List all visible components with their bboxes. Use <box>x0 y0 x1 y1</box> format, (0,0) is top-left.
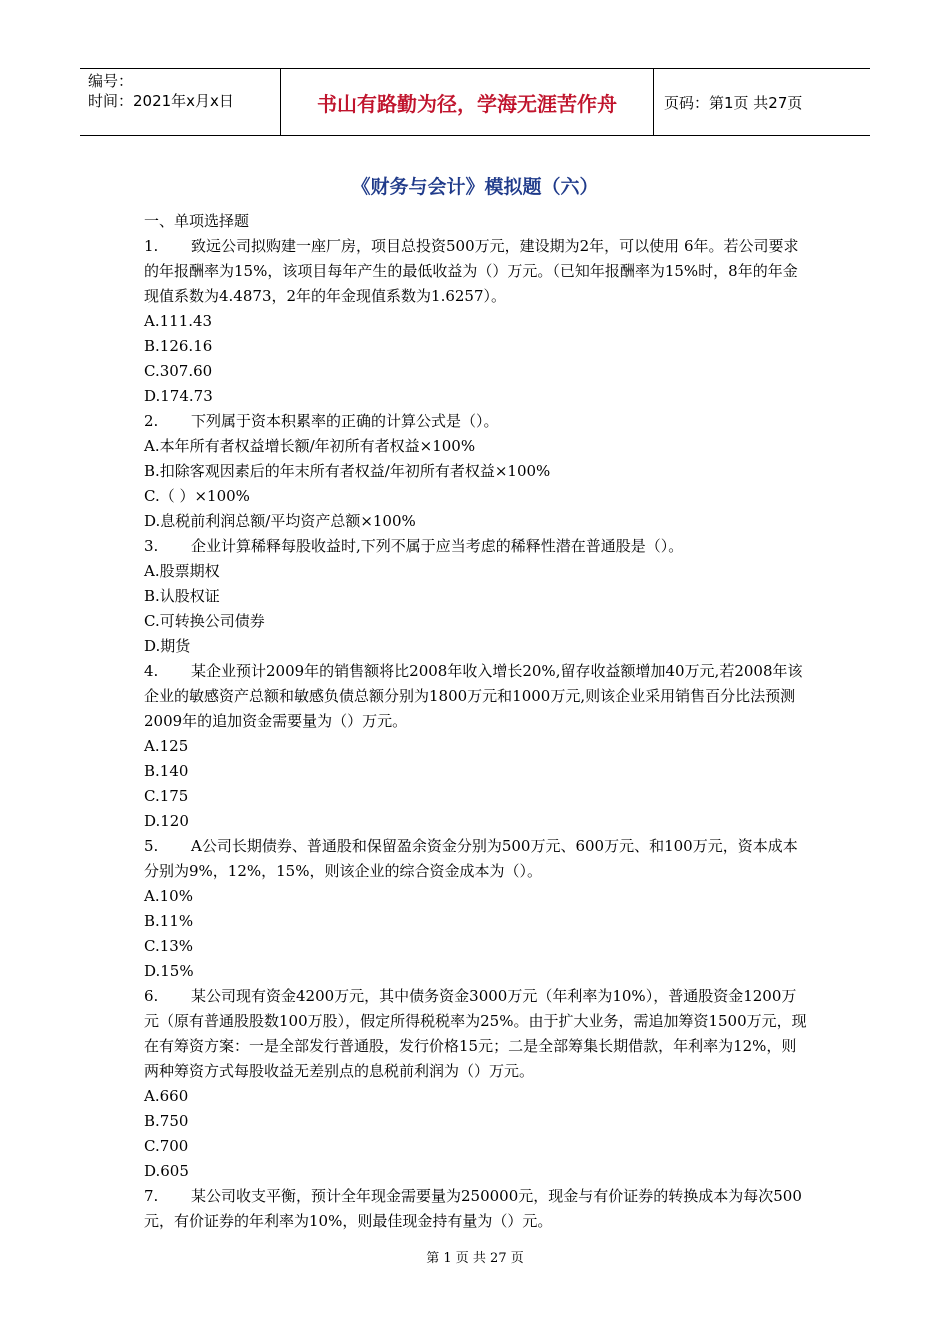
option: B.11% <box>144 912 194 930</box>
question-text: 某公司收支平衡，预计全年现金需要量为250000元，现金与有价证券的转换成本为每次500元，有价证券的年利率为10%，则最佳现金持有量为（）元。 <box>144 1187 802 1230</box>
question-text: 某企业预计2009年的销售额将比2008年收入增长20%,留存收益额增加40万元,若2008年该企业的敏感资产总额和敏感负债总额分别为1800万元和1000万元,则该企业采用销售百分比法预测2009年的追加资金需要量为（）万元。 <box>144 662 803 730</box>
question-text: 企业计算稀释每股收益时,下列不属于应当考虑的稀释性潜在普通股是（）。 <box>191 537 684 555</box>
option: D.息税前利润总额/平均资产总额×100% <box>144 512 416 530</box>
question-number: 2. <box>144 412 159 430</box>
option: C.175 <box>144 787 189 805</box>
option: C.700 <box>144 1137 189 1155</box>
question-5 <box>144 834 809 984</box>
question-4 <box>144 659 809 834</box>
option: D.120 <box>144 812 189 830</box>
question-number: 6. <box>144 987 159 1005</box>
option: A.111.43 <box>144 312 213 330</box>
question-text: 某公司现有资金4200万元，其中债务资金3000万元（年利率为10%），普通股资金1200万元（原有普通股股数100万股），假定所得税税率为25%。由于扩大业务，需追加筹资1500万元，现在有筹资方案：一是全部发行普通股，发行价格15元；二是全部筹集长期借款，年利率为12%，则两种筹资方式每股收益无差别点的息税前利润为（）万元。 <box>144 987 807 1080</box>
question-6 <box>144 984 809 1184</box>
option: A.本年所有者权益增长额/年初所有者权益×100% <box>144 437 476 455</box>
time-label: 时间：2021年x月x日 <box>88 92 234 110</box>
option: D.605 <box>144 1162 189 1180</box>
option: B.扣除客观因素后的年末所有者权益/年初所有者权益×100% <box>144 462 551 480</box>
option: B.140 <box>144 762 189 780</box>
question-number: 5. <box>144 837 159 855</box>
option: D.174.73 <box>144 387 213 405</box>
option: A.660 <box>144 1087 189 1105</box>
option: D.期货 <box>144 637 191 655</box>
option: B.126.16 <box>144 337 213 355</box>
option: C.13% <box>144 937 194 955</box>
header-page-info: 页码：第1页 共27页 <box>664 93 803 112</box>
option: A.125 <box>144 737 189 755</box>
page-footer: 第 1 页 共 27 页 <box>426 1251 524 1266</box>
option: B.认股权证 <box>144 587 220 605</box>
question-text: 下列属于资本积累率的正确的计算公式是（）。 <box>191 412 499 430</box>
question-2 <box>144 409 809 534</box>
option: C.307.60 <box>144 362 213 380</box>
question-number: 1. <box>144 237 159 255</box>
document-body <box>144 209 809 1234</box>
document-title: 《财务与会计》模拟题（六） <box>351 176 599 198</box>
page-header <box>80 68 870 136</box>
question-3 <box>144 534 809 659</box>
code-label: 编号： <box>88 72 134 90</box>
option: B.750 <box>144 1112 189 1130</box>
option: D.15% <box>144 962 194 980</box>
option: C.可转换公司债券 <box>144 612 265 630</box>
header-motto: 书山有路勤为径，学海无涯苦作舟 <box>281 69 654 135</box>
question-number: 3. <box>144 537 159 555</box>
question-7 <box>144 1184 809 1234</box>
header-left-cell <box>80 69 281 135</box>
option: A.股票期权 <box>144 562 220 580</box>
section-heading: 一、单项选择题 <box>144 212 250 230</box>
question-number: 4. <box>144 662 159 680</box>
option: A.10% <box>144 887 193 905</box>
question-text: 致远公司拟购建一座厂房，项目总投资500万元，建设期为2年，可以使用 6年。若公司要求的年报酬率为15%，该项目每年产生的最低收益为（）万元。（已知年报酬率为15%时，8年的年金现值系数为4.4873，2年的年金现值系数为1.6257）。 <box>144 237 799 305</box>
question-text: A公司长期债券、普通股和保留盈余资金分别为500万元、600万元、和100万元，资本成本分别为9%，12%，15%，则该企业的综合资金成本为（）。 <box>144 837 798 880</box>
option: C.（ ）×100% <box>144 487 250 505</box>
question-1 <box>144 234 809 409</box>
question-number: 7. <box>144 1187 159 1205</box>
